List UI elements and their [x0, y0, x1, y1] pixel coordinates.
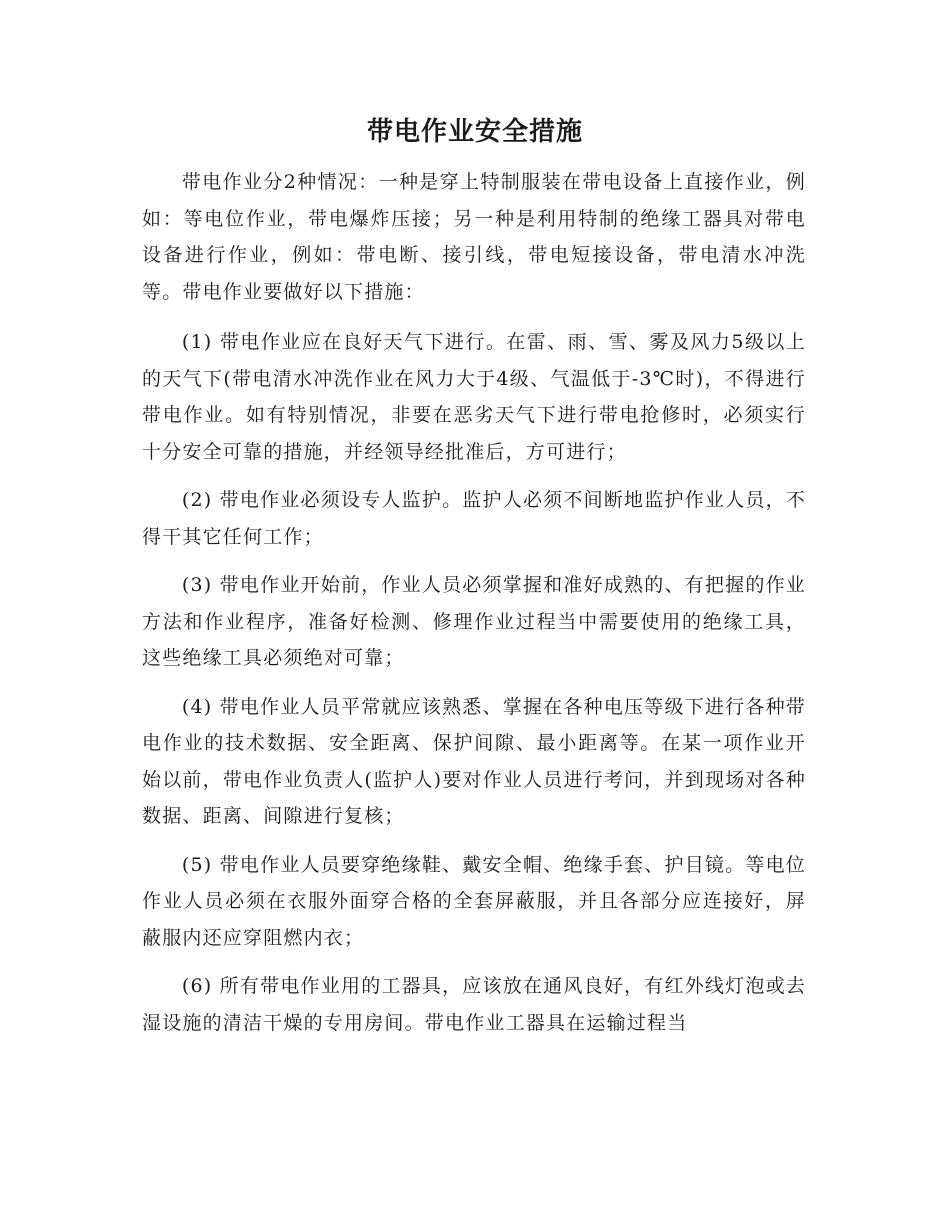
measure-item-6: (6) 所有带电作业用的工器具，应该放在通风良好，有红外线灯泡或去湿设施的清洁干燥的专用房间。带电作业工器具在运输过程当: [142, 975, 806, 1034]
document-body: [142, 164, 806, 1053]
measure-item-1: (1) 带电作业应在良好天气下进行。在雷、雨、雪、雾及风力5级以上的天气下(带电清水冲洗作业在风力大于4级、气温低于-3℃时)，不得进行带电作业。如有特别情况，非要在恶劣天气下进行带电抢修时，必须实行十分安全可靠的措施，并经领导经批准后，方可进行；: [142, 331, 806, 463]
measure-item-2: (2) 带电作业必须设专人监护。监护人必须不间断地监护作业人员，不得干其它任何工作；: [142, 489, 806, 548]
measure-item-3: (3) 带电作业开始前，作业人员必须掌握和准好成熟的、有把握的作业方法和作业程序，准备好检测、修理作业过程当中需要使用的绝缘工具，这些绝缘工具必须绝对可靠；: [142, 574, 806, 669]
intro-paragraph: 带电作业分2种情况：一种是穿上特制服装在带电设备上直接作业，例如：等电位作业，带电爆炸压接；另一种是利用特制的绝缘工器具对带电设备进行作业，例如：带电断、接引线，带电短接设备，带电清水冲洗等。带电作业要做好以下措施：: [142, 171, 806, 303]
measure-item-4: (4) 带电作业人员平常就应该熟悉、掌握在各种电压等级下进行各种带电作业的技术数据、安全距离、保护间隙、最小距离等。在某一项作业开始以前，带电作业负责人(监护人)要对作业人员进行考问，并到现场对各种数据、距离、间隙进行复核；: [142, 695, 806, 827]
measure-item-5: (5) 带电作业人员要穿绝缘鞋、戴安全帽、绝缘手套、护目镜。等电位作业人员必须在衣服外面穿合格的全套屏蔽服，并且各部分应连接好，屏蔽服内还应穿阻燃内衣；: [142, 853, 806, 949]
document-title: 带电作业安全措施: [366, 117, 583, 147]
